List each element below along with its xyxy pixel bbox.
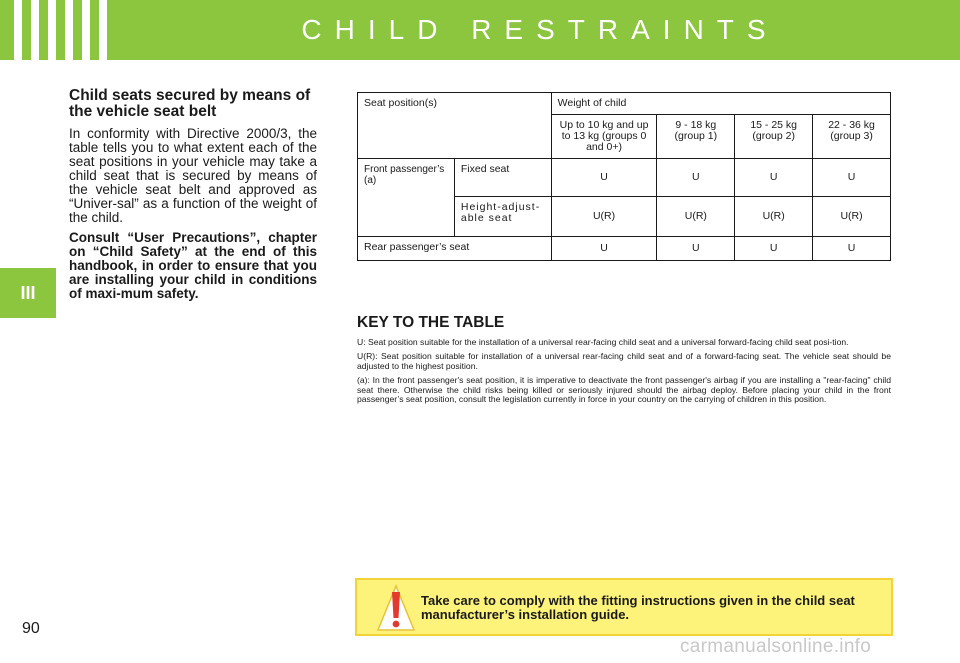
child-restraint-table	[357, 92, 891, 261]
header-stripe	[14, 0, 22, 60]
section-heading: Child seats secured by means of the vehicle seat belt	[69, 87, 311, 120]
key-item-ur: U(R): Seat position suitable for installation of a universal rear-facing child seat and of a forward-facing seat. The vehicle seat should be adjusted to the highest position.	[357, 351, 891, 371]
header-stripe	[82, 0, 90, 60]
front-passenger-label: Front passenger’s (a)	[358, 159, 455, 237]
fixed-seat-value: U	[735, 159, 813, 197]
rear-passenger-label: Rear passenger’s seat	[358, 237, 552, 261]
height-adjustable-label: Height-adjust-able seat	[454, 197, 551, 237]
watermark: carmanualsonline.info	[680, 636, 872, 657]
key-heading: KEY TO THE TABLE	[357, 314, 505, 331]
weight-group-0: Up to 10 kg and up to 13 kg (groups 0 and 0+)	[551, 115, 657, 159]
warning-triangle-icon	[377, 584, 415, 632]
weight-group-2: 15 - 25 kg (group 2)	[735, 115, 813, 159]
warning-text: Take care to comply with the fitting instructions given in the child seat manufacturer’s installation guide.	[421, 593, 855, 622]
left-column	[69, 88, 317, 301]
fixed-seat-label: Fixed seat	[454, 159, 551, 197]
height-adjustable-value: U(R)	[813, 197, 891, 237]
weight-group-3: 22 - 36 kg (group 3)	[813, 115, 891, 159]
header-stripe	[99, 0, 107, 60]
key-item-a: (a): In the front passenger's seat position, it is imperative to deactivate the front passenger's airbag if you are installing a "rear-facing" child seat there. Otherwise the child risks being killed or seriously injured should the airbag deploy. Before placing your child in the front passenger’s seat position, consult the legislation currently in force in your country on the carrying of children in this position.	[357, 375, 891, 405]
seat-position-header: Seat position(s)	[358, 93, 552, 159]
rear-value: U	[735, 237, 813, 261]
header-bar	[0, 0, 960, 60]
header-stripe	[65, 0, 73, 60]
chapter-tab: III	[0, 268, 56, 318]
rear-value: U	[657, 237, 735, 261]
fixed-seat-value: U	[551, 159, 657, 197]
key-section	[357, 314, 891, 409]
height-adjustable-value: U(R)	[735, 197, 813, 237]
weight-header: Weight of child	[551, 93, 890, 115]
key-item-u: U: Seat position suitable for the installation of a universal rear-facing child seat and a universal forward-facing child seat posi-tion.	[357, 337, 849, 347]
weight-group-1: 9 - 18 kg (group 1)	[657, 115, 735, 159]
warning-box	[355, 578, 893, 636]
height-adjustable-value: U(R)	[551, 197, 657, 237]
header-stripe	[48, 0, 56, 60]
rear-value: U	[813, 237, 891, 261]
height-adjustable-value: U(R)	[657, 197, 735, 237]
consult-paragraph: Consult “User Precautions”, chapter on “Child Safety” at the end of this handbook, in order to ensure that you are installing your child in conditions of maxi-mum safety.	[69, 230, 317, 301]
fixed-seat-value: U	[813, 159, 891, 197]
intro-paragraph: In conformity with Directive 2000/3, the table tells you to what extent each of the seat positions in your vehicle may take a child seat that is secured by means of the vehicle seat belt and approved as “Univer-sal” as a function of the weight of the child.	[69, 126, 317, 225]
page-title: CHILD RESTRAINTS	[301, 14, 779, 45]
rear-value: U	[551, 237, 657, 261]
header-stripe	[31, 0, 39, 60]
page-number: 90	[22, 620, 40, 637]
fixed-seat-value: U	[657, 159, 735, 197]
